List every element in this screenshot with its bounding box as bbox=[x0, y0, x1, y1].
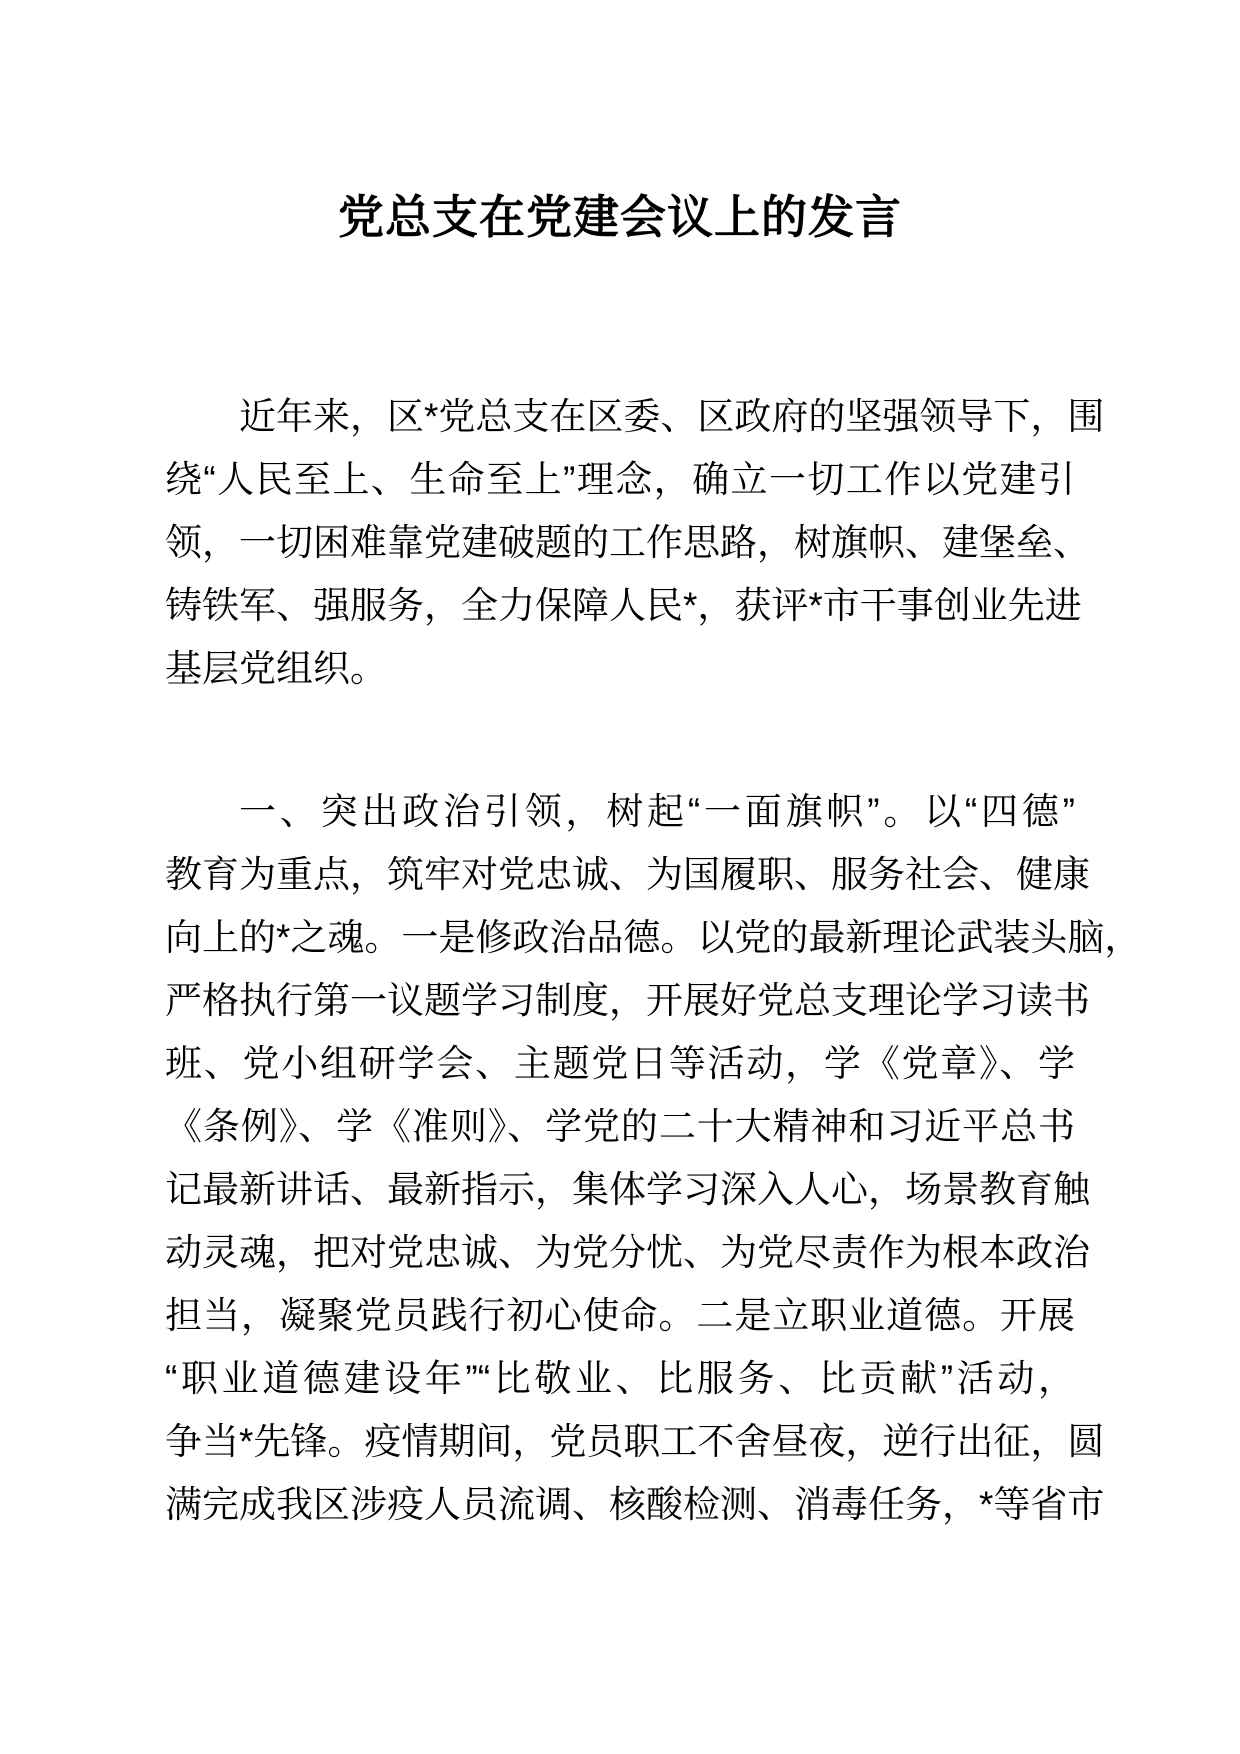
paragraph bbox=[165, 780, 1142, 1536]
text-line: 近年来，区*党总支在区委、区政府的坚强领导下，围 bbox=[239, 396, 1105, 437]
text-line: 基层党组织。 bbox=[165, 648, 387, 689]
text-line: 教育为重点，筑牢对党忠诚、为国履职、服务社会、健康 bbox=[165, 854, 1090, 895]
document-body bbox=[165, 385, 1142, 1536]
text-line: 满完成我区涉疫人员流调、核酸检测、消毒任务，*等省市 bbox=[165, 1484, 1105, 1525]
text-line: 一、突出政治引领，树起“一面旗帜”。以“四德” bbox=[239, 791, 1075, 832]
text-line: 铸铁军、强服务，全力保障人民*，获评*市干事创业先进 bbox=[165, 585, 1082, 626]
text-line: 班、党小组研学会、主题党日等活动，学《党章》、学 bbox=[165, 1043, 1075, 1084]
text-line: 《条例》、学《准则》、学党的二十大精神和习近平总书 bbox=[165, 1106, 1075, 1147]
text-line: 动灵魂，把对党忠诚、为党分忧、为党尽责作为根本政治 bbox=[165, 1232, 1090, 1273]
text-line: 记最新讲话、最新指示，集体学习深入人心，场景教育触 bbox=[165, 1169, 1090, 1210]
text-line: 严格执行第一议题学习制度，开展好党总支理论学习读书 bbox=[165, 980, 1090, 1021]
text-line: “职业道德建设年”“比敬业、比服务、比贡献”活动， bbox=[165, 1358, 1075, 1399]
paragraph bbox=[165, 385, 1105, 700]
text-line: 绕“人民至上、生命至上”理念，确立一切工作以党建引 bbox=[165, 459, 1075, 500]
text-line: 领，一切困难靠党建破题的工作思路，树旗帜、建堡垒、 bbox=[165, 522, 1090, 563]
text-line: 争当*先锋。疫情期间，党员职工不舍昼夜，逆行出征，圆 bbox=[165, 1421, 1105, 1462]
text-line: 担当，凝聚党员践行初心使命。二是立职业道德。开展 bbox=[165, 1295, 1075, 1336]
document-title: 党总支在党建会议上的发言 bbox=[338, 191, 902, 243]
text-line: 向上的*之魂。一是修政治品德。以党的最新理论武装头脑， bbox=[165, 917, 1142, 958]
